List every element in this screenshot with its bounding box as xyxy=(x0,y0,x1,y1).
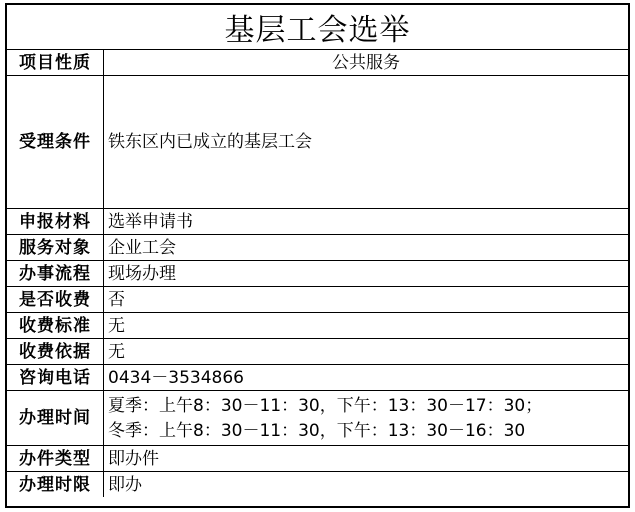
row-project-nature xyxy=(7,50,628,76)
value-service-target: 企业工会 xyxy=(104,235,629,261)
row-time-limit xyxy=(7,472,628,498)
row-phone xyxy=(7,365,628,391)
label-materials: 申报材料 xyxy=(7,209,104,235)
service-info-sheet xyxy=(5,3,630,508)
sheet-title: 基层工会选举 xyxy=(224,13,411,48)
value-materials: 选举申请书 xyxy=(104,209,629,235)
value-acceptance-conditions: 铁东区内已成立的基层工会 xyxy=(104,76,629,209)
label-fee-standard: 收费标准 xyxy=(7,313,104,339)
row-process xyxy=(7,261,628,287)
value-time-limit: 即办 xyxy=(104,472,629,498)
row-acceptance-conditions xyxy=(7,76,628,209)
row-charge xyxy=(7,287,628,313)
label-charge: 是否收费 xyxy=(7,287,104,313)
value-fee-basis: 无 xyxy=(104,339,629,365)
label-fee-basis: 收费依据 xyxy=(7,339,104,365)
row-hours xyxy=(7,391,628,446)
value-phone: 0434－3534866 xyxy=(104,365,629,391)
label-hours: 办理时间 xyxy=(7,391,104,446)
value-hours xyxy=(104,391,629,446)
label-case-type: 办件类型 xyxy=(7,446,104,472)
label-time-limit: 办理时限 xyxy=(7,472,104,498)
value-case-type: 即办件 xyxy=(104,446,629,472)
value-project-nature: 公共服务 xyxy=(104,50,629,76)
info-table xyxy=(7,49,628,497)
label-process: 办事流程 xyxy=(7,261,104,287)
row-service-target xyxy=(7,235,628,261)
value-fee-standard: 无 xyxy=(104,313,629,339)
row-fee-basis xyxy=(7,339,628,365)
label-phone: 咨询电话 xyxy=(7,365,104,391)
row-materials xyxy=(7,209,628,235)
row-fee-standard xyxy=(7,313,628,339)
hours-summer: 夏季：上午8：30－11：30，下午：13：30－17：30； xyxy=(108,395,543,416)
label-project-nature: 项目性质 xyxy=(7,50,104,76)
value-process: 现场办理 xyxy=(104,261,629,287)
label-acceptance-conditions: 受理条件 xyxy=(7,76,104,209)
value-charge: 否 xyxy=(104,287,629,313)
label-service-target: 服务对象 xyxy=(7,235,104,261)
hours-winter: 冬季：上午8：30－11：30，下午：13：30－16：30 xyxy=(108,420,526,441)
row-case-type xyxy=(7,446,628,472)
